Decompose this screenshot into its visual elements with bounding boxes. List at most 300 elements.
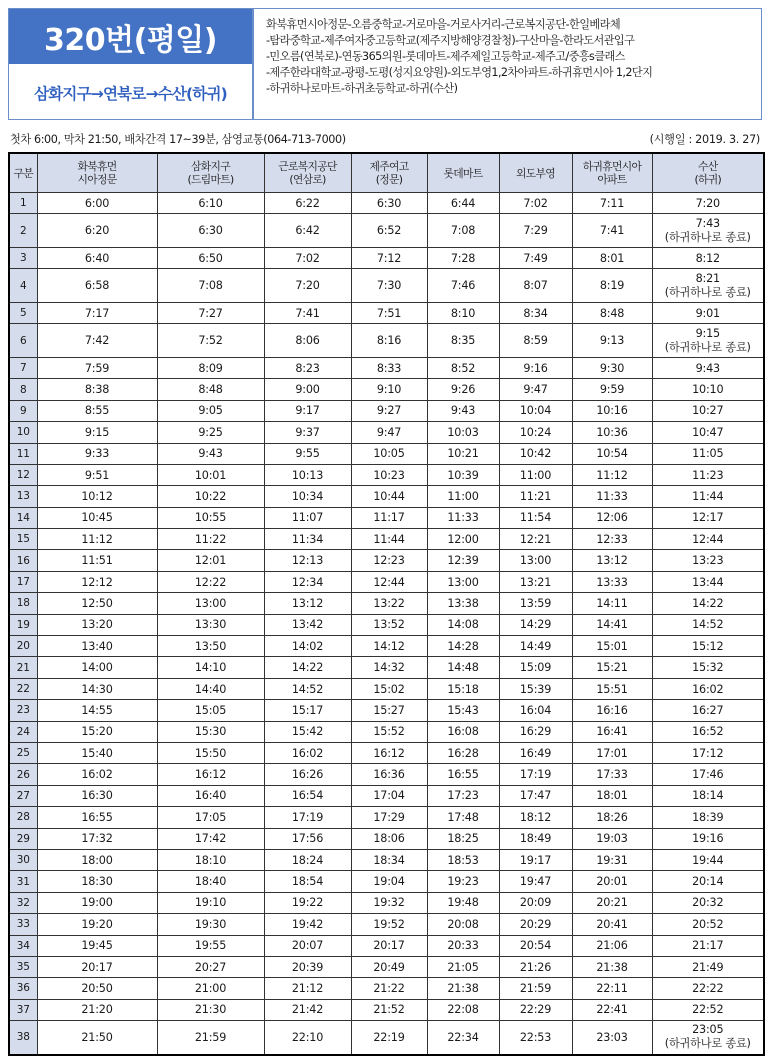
time-cell: 14:49 bbox=[499, 636, 572, 657]
time-cell: 21:26 bbox=[499, 956, 572, 977]
time-cell: 10:54 bbox=[572, 443, 652, 464]
table-row bbox=[9, 193, 764, 214]
time-cell: 14:22 bbox=[264, 657, 351, 678]
time-cell: 15:50 bbox=[157, 742, 264, 763]
row-number: 21 bbox=[9, 657, 37, 678]
time-cell: 11:33 bbox=[427, 507, 499, 528]
time-cell: 7:02 bbox=[264, 247, 351, 268]
time-cell: 16:02 bbox=[37, 764, 157, 785]
time-cell: 9:13 bbox=[572, 324, 652, 358]
time-cell: 20:49 bbox=[351, 956, 427, 977]
time-cell: 17:46 bbox=[652, 764, 764, 785]
time-cell: 9:27 bbox=[351, 400, 427, 421]
table-row bbox=[9, 529, 764, 550]
time-cell: 20:33 bbox=[427, 935, 499, 956]
time-cell: 12:22 bbox=[157, 571, 264, 592]
time-cell: 10:36 bbox=[572, 422, 652, 443]
col-header-stop: 화북휴먼 시아정문 bbox=[37, 153, 157, 193]
row-number: 35 bbox=[9, 956, 37, 977]
time-cell: 8:48 bbox=[157, 379, 264, 400]
time-cell: 19:44 bbox=[652, 849, 764, 870]
table-row bbox=[9, 507, 764, 528]
effective-date: (시행일 : 2019. 3. 27) bbox=[649, 133, 760, 146]
table-row bbox=[9, 956, 764, 977]
time-cell: 13:50 bbox=[157, 636, 264, 657]
time-cell: 14:32 bbox=[351, 657, 427, 678]
time-cell: 7:20 bbox=[264, 269, 351, 303]
time-cell: 13:42 bbox=[264, 614, 351, 635]
time-value: 9:15 bbox=[695, 326, 720, 340]
time-cell: 16:08 bbox=[427, 721, 499, 742]
time-cell: 9:25 bbox=[157, 422, 264, 443]
time-cell: 13:44 bbox=[652, 571, 764, 592]
time-cell: 14:12 bbox=[351, 636, 427, 657]
time-cell: 19:04 bbox=[351, 871, 427, 892]
time-cell: 7:08 bbox=[157, 269, 264, 303]
table-row bbox=[9, 742, 764, 763]
time-cell: 18:34 bbox=[351, 849, 427, 870]
row-number: 38 bbox=[9, 1021, 37, 1055]
time-cell: 11:00 bbox=[427, 486, 499, 507]
time-cell: 18:14 bbox=[652, 785, 764, 806]
time-cell: 20:07 bbox=[264, 935, 351, 956]
time-cell: 8:35 bbox=[427, 324, 499, 358]
time-cell: 19:20 bbox=[37, 914, 157, 935]
table-row bbox=[9, 302, 764, 323]
time-cell: 21:49 bbox=[652, 956, 764, 977]
time-cell: 16:28 bbox=[427, 742, 499, 763]
time-cell: 11:51 bbox=[37, 550, 157, 571]
time-cell: 10:21 bbox=[427, 443, 499, 464]
time-cell: 12:21 bbox=[499, 529, 572, 550]
stops-line: -민오름(연북로)-연동365의원-롯데마트-제주제일고등학교-제주고/중흥s클래스 bbox=[266, 50, 625, 63]
time-cell: 14:41 bbox=[572, 614, 652, 635]
time-cell: 9:17 bbox=[264, 400, 351, 421]
time-cell: 14:48 bbox=[427, 657, 499, 678]
time-cell: 11:05 bbox=[652, 443, 764, 464]
time-cell: 19:55 bbox=[157, 935, 264, 956]
row-number: 15 bbox=[9, 529, 37, 550]
time-cell: 7:41 bbox=[264, 302, 351, 323]
time-cell: 13:59 bbox=[499, 593, 572, 614]
row-number: 9 bbox=[9, 400, 37, 421]
row-number: 18 bbox=[9, 593, 37, 614]
time-cell: 8:12 bbox=[652, 247, 764, 268]
time-cell: 11:23 bbox=[652, 464, 764, 485]
time-cell: 7:51 bbox=[351, 302, 427, 323]
time-cell: 16:04 bbox=[499, 700, 572, 721]
row-number: 31 bbox=[9, 871, 37, 892]
time-cell: 7:17 bbox=[37, 302, 157, 323]
time-cell: 12:34 bbox=[264, 571, 351, 592]
time-cell: 21:42 bbox=[264, 999, 351, 1020]
time-cell: 17:05 bbox=[157, 807, 264, 828]
time-cell: 17:04 bbox=[351, 785, 427, 806]
time-cell: 14:52 bbox=[652, 614, 764, 635]
time-cell: 13:22 bbox=[351, 593, 427, 614]
table-row bbox=[9, 892, 764, 913]
stops-line: -탐라중학교-제주여자중고등학교(제주지방해양경찰청)-구산마을-한라도서관입구 bbox=[266, 34, 635, 47]
time-cell: 6:30 bbox=[351, 193, 427, 214]
time-cell: 9:59 bbox=[572, 379, 652, 400]
row-number: 19 bbox=[9, 614, 37, 635]
time-cell: 16:55 bbox=[427, 764, 499, 785]
row-number: 2 bbox=[9, 214, 37, 248]
table-row bbox=[9, 247, 764, 268]
table-row bbox=[9, 324, 764, 358]
time-cell: 11:21 bbox=[499, 486, 572, 507]
time-cell: 16:52 bbox=[652, 721, 764, 742]
time-cell: 14:55 bbox=[37, 700, 157, 721]
time-cell: 8:09 bbox=[157, 357, 264, 378]
row-number: 4 bbox=[9, 269, 37, 303]
time-cell: 20:41 bbox=[572, 914, 652, 935]
time-cell: 19:16 bbox=[652, 828, 764, 849]
row-number: 13 bbox=[9, 486, 37, 507]
time-cell: 6:58 bbox=[37, 269, 157, 303]
time-cell: 17:33 bbox=[572, 764, 652, 785]
time-cell: 7:27 bbox=[157, 302, 264, 323]
time-cell: 21:00 bbox=[157, 978, 264, 999]
time-cell: 16:02 bbox=[652, 678, 764, 699]
table-row bbox=[9, 999, 764, 1020]
time-cell: 9:30 bbox=[572, 357, 652, 378]
time-cell: 8:38 bbox=[37, 379, 157, 400]
time-cell: 10:12 bbox=[37, 486, 157, 507]
time-cell: 6:52 bbox=[351, 214, 427, 248]
time-cell: 17:12 bbox=[652, 742, 764, 763]
table-row bbox=[9, 935, 764, 956]
time-cell: 14:40 bbox=[157, 678, 264, 699]
time-cell: 10:55 bbox=[157, 507, 264, 528]
time-cell: 13:00 bbox=[427, 571, 499, 592]
row-number: 3 bbox=[9, 247, 37, 268]
time-cell: 8:06 bbox=[264, 324, 351, 358]
time-cell: 21:05 bbox=[427, 956, 499, 977]
time-cell: 9:33 bbox=[37, 443, 157, 464]
time-cell: 8:48 bbox=[572, 302, 652, 323]
time-cell: 14:28 bbox=[427, 636, 499, 657]
time-cell: 17:19 bbox=[264, 807, 351, 828]
time-cell: 9:47 bbox=[351, 422, 427, 443]
row-number: 30 bbox=[9, 849, 37, 870]
time-cell: 6:42 bbox=[264, 214, 351, 248]
time-cell: 16:26 bbox=[264, 764, 351, 785]
time-cell: 16:55 bbox=[37, 807, 157, 828]
time-cell: 6:30 bbox=[157, 214, 264, 248]
terminus-note: (하귀하나로 종료) bbox=[664, 230, 751, 244]
time-cell: 12:23 bbox=[351, 550, 427, 571]
time-cell: 21:20 bbox=[37, 999, 157, 1020]
time-cell: 15:05 bbox=[157, 700, 264, 721]
time-cell: 23:03 bbox=[572, 1021, 652, 1055]
time-cell: 12:13 bbox=[264, 550, 351, 571]
time-cell: 21:17 bbox=[652, 935, 764, 956]
table-row bbox=[9, 871, 764, 892]
time-cell: 14:22 bbox=[652, 593, 764, 614]
terminus-note: (하귀하나로 종료) bbox=[664, 340, 751, 354]
time-cell: 9:01 bbox=[652, 302, 764, 323]
row-number: 10 bbox=[9, 422, 37, 443]
time-cell: 18:26 bbox=[572, 807, 652, 828]
timetable-header-row bbox=[9, 153, 764, 193]
time-cell: 18:54 bbox=[264, 871, 351, 892]
time-cell: 19:03 bbox=[572, 828, 652, 849]
time-cell: 11:44 bbox=[652, 486, 764, 507]
time-cell: 19:47 bbox=[499, 871, 572, 892]
time-cell: 12:39 bbox=[427, 550, 499, 571]
time-cell: 10:24 bbox=[499, 422, 572, 443]
time-cell: 15:21 bbox=[572, 657, 652, 678]
time-cell: 20:54 bbox=[499, 935, 572, 956]
time-cell: 6:50 bbox=[157, 247, 264, 268]
time-cell: 7:46 bbox=[427, 269, 499, 303]
col-header-no: 구분 bbox=[9, 153, 37, 193]
table-row bbox=[9, 1021, 764, 1055]
time-cell: 21:59 bbox=[499, 978, 572, 999]
time-cell: 9:55 bbox=[264, 443, 351, 464]
time-cell: 18:10 bbox=[157, 849, 264, 870]
time-value: 23:05 bbox=[692, 1023, 724, 1037]
time-cell: 7:08 bbox=[427, 214, 499, 248]
time-cell: 14:02 bbox=[264, 636, 351, 657]
time-cell: 14:30 bbox=[37, 678, 157, 699]
time-cell: 20:21 bbox=[572, 892, 652, 913]
time-cell: 15:17 bbox=[264, 700, 351, 721]
time-cell: 18:53 bbox=[427, 849, 499, 870]
stops-line: 화북휴먼시아정문-오름중학교-거로마을-거로사거리-근로복지공단-한일베라체 bbox=[266, 18, 621, 31]
time-cell: 22:53 bbox=[499, 1021, 572, 1055]
time-cell: 9:43 bbox=[157, 443, 264, 464]
time-cell: 20:27 bbox=[157, 956, 264, 977]
time-cell: 19:17 bbox=[499, 849, 572, 870]
time-cell: 15:43 bbox=[427, 700, 499, 721]
row-number: 7 bbox=[9, 357, 37, 378]
time-cell: 11:34 bbox=[264, 529, 351, 550]
time-cell: 18:24 bbox=[264, 849, 351, 870]
time-cell: 14:00 bbox=[37, 657, 157, 678]
time-cell: 7:59 bbox=[37, 357, 157, 378]
time-cell: 21:30 bbox=[157, 999, 264, 1020]
time-cell: 11:17 bbox=[351, 507, 427, 528]
time-cell: 10:13 bbox=[264, 464, 351, 485]
time-cell: 18:25 bbox=[427, 828, 499, 849]
time-cell: 6:44 bbox=[427, 193, 499, 214]
time-cell: 19:23 bbox=[427, 871, 499, 892]
time-cell: 20:17 bbox=[37, 956, 157, 977]
time-cell: 22:08 bbox=[427, 999, 499, 1020]
time-cell: 7:49 bbox=[499, 247, 572, 268]
row-number: 37 bbox=[9, 999, 37, 1020]
time-cell: 18:12 bbox=[499, 807, 572, 828]
row-number: 29 bbox=[9, 828, 37, 849]
table-row bbox=[9, 657, 764, 678]
time-cell: 10:22 bbox=[157, 486, 264, 507]
time-cell: 22:11 bbox=[572, 978, 652, 999]
table-row bbox=[9, 700, 764, 721]
time-cell: 12:33 bbox=[572, 529, 652, 550]
time-cell: 15:12 bbox=[652, 636, 764, 657]
time-cell: 13:12 bbox=[264, 593, 351, 614]
time-cell: 14:52 bbox=[264, 678, 351, 699]
time-cell: 16:30 bbox=[37, 785, 157, 806]
col-header-stop: 수산 (하귀) bbox=[652, 153, 764, 193]
time-cell: 16:12 bbox=[351, 742, 427, 763]
stops-list bbox=[253, 8, 762, 120]
table-row bbox=[9, 807, 764, 828]
table-row bbox=[9, 400, 764, 421]
time-cell: 20:29 bbox=[499, 914, 572, 935]
time-cell: 12:44 bbox=[351, 571, 427, 592]
time-cell: 9:47 bbox=[499, 379, 572, 400]
time-cell: 11:12 bbox=[37, 529, 157, 550]
time-cell: 8:01 bbox=[572, 247, 652, 268]
table-row bbox=[9, 422, 764, 443]
time-cell: 15:40 bbox=[37, 742, 157, 763]
time-cell bbox=[652, 324, 764, 358]
time-cell: 19:10 bbox=[157, 892, 264, 913]
row-number: 16 bbox=[9, 550, 37, 571]
row-number: 23 bbox=[9, 700, 37, 721]
row-number: 34 bbox=[9, 935, 37, 956]
time-cell: 6:20 bbox=[37, 214, 157, 248]
time-cell: 9:51 bbox=[37, 464, 157, 485]
time-cell: 13:00 bbox=[499, 550, 572, 571]
time-cell: 8:16 bbox=[351, 324, 427, 358]
time-cell: 20:09 bbox=[499, 892, 572, 913]
time-cell: 22:29 bbox=[499, 999, 572, 1020]
time-cell: 17:23 bbox=[427, 785, 499, 806]
time-cell: 7:42 bbox=[37, 324, 157, 358]
route-direction: 삼화지구→연북로→수산(하귀) bbox=[34, 84, 227, 103]
time-cell: 16:40 bbox=[157, 785, 264, 806]
time-cell: 7:30 bbox=[351, 269, 427, 303]
time-cell: 9:43 bbox=[427, 400, 499, 421]
time-cell: 19:42 bbox=[264, 914, 351, 935]
time-cell: 16:54 bbox=[264, 785, 351, 806]
time-cell: 18:39 bbox=[652, 807, 764, 828]
table-row bbox=[9, 849, 764, 870]
time-cell: 18:30 bbox=[37, 871, 157, 892]
table-row bbox=[9, 464, 764, 485]
time-cell: 21:52 bbox=[351, 999, 427, 1020]
time-cell: 22:34 bbox=[427, 1021, 499, 1055]
time-cell: 20:39 bbox=[264, 956, 351, 977]
time-cell: 10:45 bbox=[37, 507, 157, 528]
time-cell: 16:49 bbox=[499, 742, 572, 763]
time-cell: 11:22 bbox=[157, 529, 264, 550]
time-cell: 20:01 bbox=[572, 871, 652, 892]
time-cell: 8:59 bbox=[499, 324, 572, 358]
time-cell: 13:12 bbox=[572, 550, 652, 571]
time-cell: 10:01 bbox=[157, 464, 264, 485]
col-header-stop: 근로복지공단 (연삼로) bbox=[264, 153, 351, 193]
time-cell: 9:43 bbox=[652, 357, 764, 378]
time-cell: 13:00 bbox=[157, 593, 264, 614]
time-cell: 18:00 bbox=[37, 849, 157, 870]
time-cell: 13:40 bbox=[37, 636, 157, 657]
time-cell: 7:41 bbox=[572, 214, 652, 248]
time-cell: 14:10 bbox=[157, 657, 264, 678]
time-cell: 20:52 bbox=[652, 914, 764, 935]
time-cell: 13:38 bbox=[427, 593, 499, 614]
time-cell: 18:01 bbox=[572, 785, 652, 806]
table-row bbox=[9, 269, 764, 303]
time-cell: 9:37 bbox=[264, 422, 351, 443]
time-cell: 10:03 bbox=[427, 422, 499, 443]
time-cell: 10:27 bbox=[652, 400, 764, 421]
time-cell: 18:06 bbox=[351, 828, 427, 849]
timetable bbox=[8, 152, 765, 1056]
time-cell: 12:17 bbox=[652, 507, 764, 528]
table-row bbox=[9, 721, 764, 742]
time-cell: 7:52 bbox=[157, 324, 264, 358]
time-cell: 22:10 bbox=[264, 1021, 351, 1055]
row-number: 27 bbox=[9, 785, 37, 806]
time-cell: 15:18 bbox=[427, 678, 499, 699]
time-cell: 12:06 bbox=[572, 507, 652, 528]
time-cell: 17:56 bbox=[264, 828, 351, 849]
time-cell: 10:10 bbox=[652, 379, 764, 400]
time-cell: 7:02 bbox=[499, 193, 572, 214]
time-cell: 6:22 bbox=[264, 193, 351, 214]
time-cell: 21:38 bbox=[572, 956, 652, 977]
time-cell: 12:01 bbox=[157, 550, 264, 571]
time-cell: 8:07 bbox=[499, 269, 572, 303]
col-header-stop: 하귀휴먼시아 아파트 bbox=[572, 153, 652, 193]
time-cell: 9:10 bbox=[351, 379, 427, 400]
time-cell: 9:00 bbox=[264, 379, 351, 400]
time-cell: 14:08 bbox=[427, 614, 499, 635]
time-cell: 15:42 bbox=[264, 721, 351, 742]
time-cell: 17:32 bbox=[37, 828, 157, 849]
time-cell: 21:38 bbox=[427, 978, 499, 999]
time-cell: 16:16 bbox=[572, 700, 652, 721]
stops-line: -제주한라대학교-광평-도평(성지요양원)-외도부영1,2차아파트-하귀휴먼시아 1,2단지 bbox=[266, 66, 653, 79]
time-cell: 6:10 bbox=[157, 193, 264, 214]
time-cell: 15:02 bbox=[351, 678, 427, 699]
time-cell: 15:52 bbox=[351, 721, 427, 742]
time-cell: 8:10 bbox=[427, 302, 499, 323]
table-row bbox=[9, 443, 764, 464]
row-number: 33 bbox=[9, 914, 37, 935]
col-header-stop: 롯데마트 bbox=[427, 153, 499, 193]
time-cell: 12:00 bbox=[427, 529, 499, 550]
time-cell: 14:29 bbox=[499, 614, 572, 635]
time-cell: 7:28 bbox=[427, 247, 499, 268]
time-cell: 15:39 bbox=[499, 678, 572, 699]
time-cell: 8:19 bbox=[572, 269, 652, 303]
time-cell: 19:22 bbox=[264, 892, 351, 913]
time-cell: 8:52 bbox=[427, 357, 499, 378]
table-row bbox=[9, 636, 764, 657]
table-row bbox=[9, 828, 764, 849]
time-cell: 10:16 bbox=[572, 400, 652, 421]
time-cell: 22:22 bbox=[652, 978, 764, 999]
time-cell: 12:12 bbox=[37, 571, 157, 592]
row-number: 24 bbox=[9, 721, 37, 742]
row-number: 14 bbox=[9, 507, 37, 528]
time-cell: 9:05 bbox=[157, 400, 264, 421]
time-cell: 15:32 bbox=[652, 657, 764, 678]
time-cell: 10:42 bbox=[499, 443, 572, 464]
time-cell: 19:31 bbox=[572, 849, 652, 870]
time-cell: 13:52 bbox=[351, 614, 427, 635]
time-cell: 10:44 bbox=[351, 486, 427, 507]
time-cell: 16:02 bbox=[264, 742, 351, 763]
time-cell: 17:01 bbox=[572, 742, 652, 763]
time-cell: 13:20 bbox=[37, 614, 157, 635]
